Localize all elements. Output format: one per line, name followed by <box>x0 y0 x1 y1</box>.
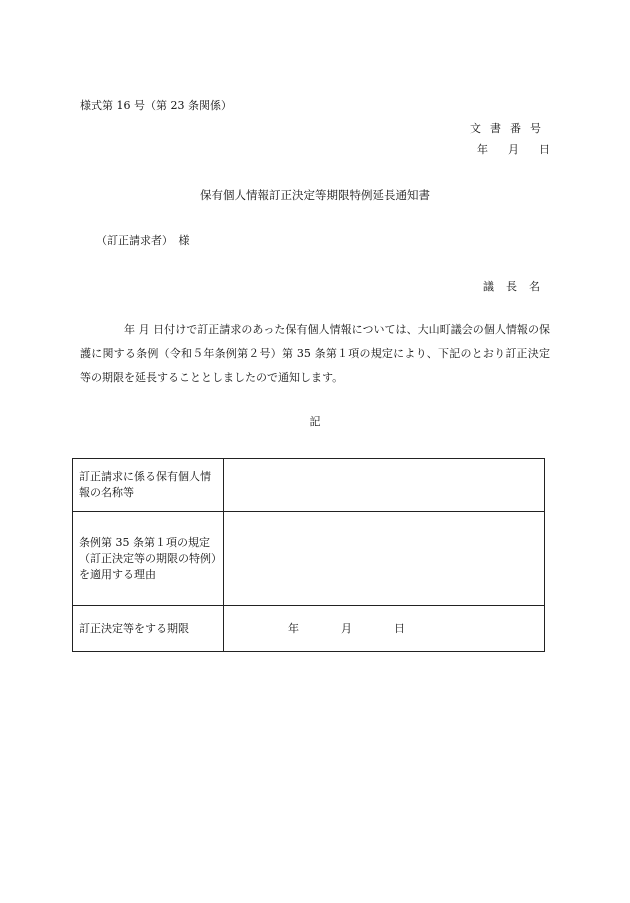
row-label: 訂正請求に係る保有個人情報の名称等 <box>73 459 224 512</box>
row-value <box>224 512 545 606</box>
form-number: 様式第 16 号（第 23 条関係） <box>80 99 232 112</box>
row-label: 訂正決定等をする期限 <box>73 606 224 652</box>
document-title: 保有個人情報訂正決定等期限特例延長通知書 <box>200 188 430 202</box>
addressee: （訂正請求者） 様 <box>96 234 190 247</box>
table-row <box>73 512 545 606</box>
row-label: 条例第 35 条第１項の規定（訂正決定等の期限の特例）を適用する理由 <box>73 512 224 606</box>
body-text: 年 月 日付けで訂正請求のあった保有個人情報については、大山町議会の個人情報の保護に関する条例（令和５年条例第２号）第 35 条第１項の規定により、下記のとおり訂正決定等の期限を延長することとしましたので通知します。 <box>80 323 550 384</box>
deadline-year: 年 <box>288 621 299 635</box>
table-row <box>73 606 545 652</box>
deadline-date <box>224 606 545 652</box>
deadline-month: 月 <box>341 621 352 635</box>
sender-name: 議長名 <box>483 280 552 293</box>
document-number: 文書番号 <box>470 122 550 135</box>
row-value <box>224 459 545 512</box>
date-year: 年 <box>477 143 488 156</box>
date-month: 月 <box>508 143 519 156</box>
deadline-day: 日 <box>394 621 405 635</box>
date-day: 日 <box>539 143 550 156</box>
detail-table <box>72 458 545 652</box>
table-row <box>73 459 545 512</box>
ki-heading: 記 <box>309 415 321 428</box>
document-date <box>477 141 550 157</box>
